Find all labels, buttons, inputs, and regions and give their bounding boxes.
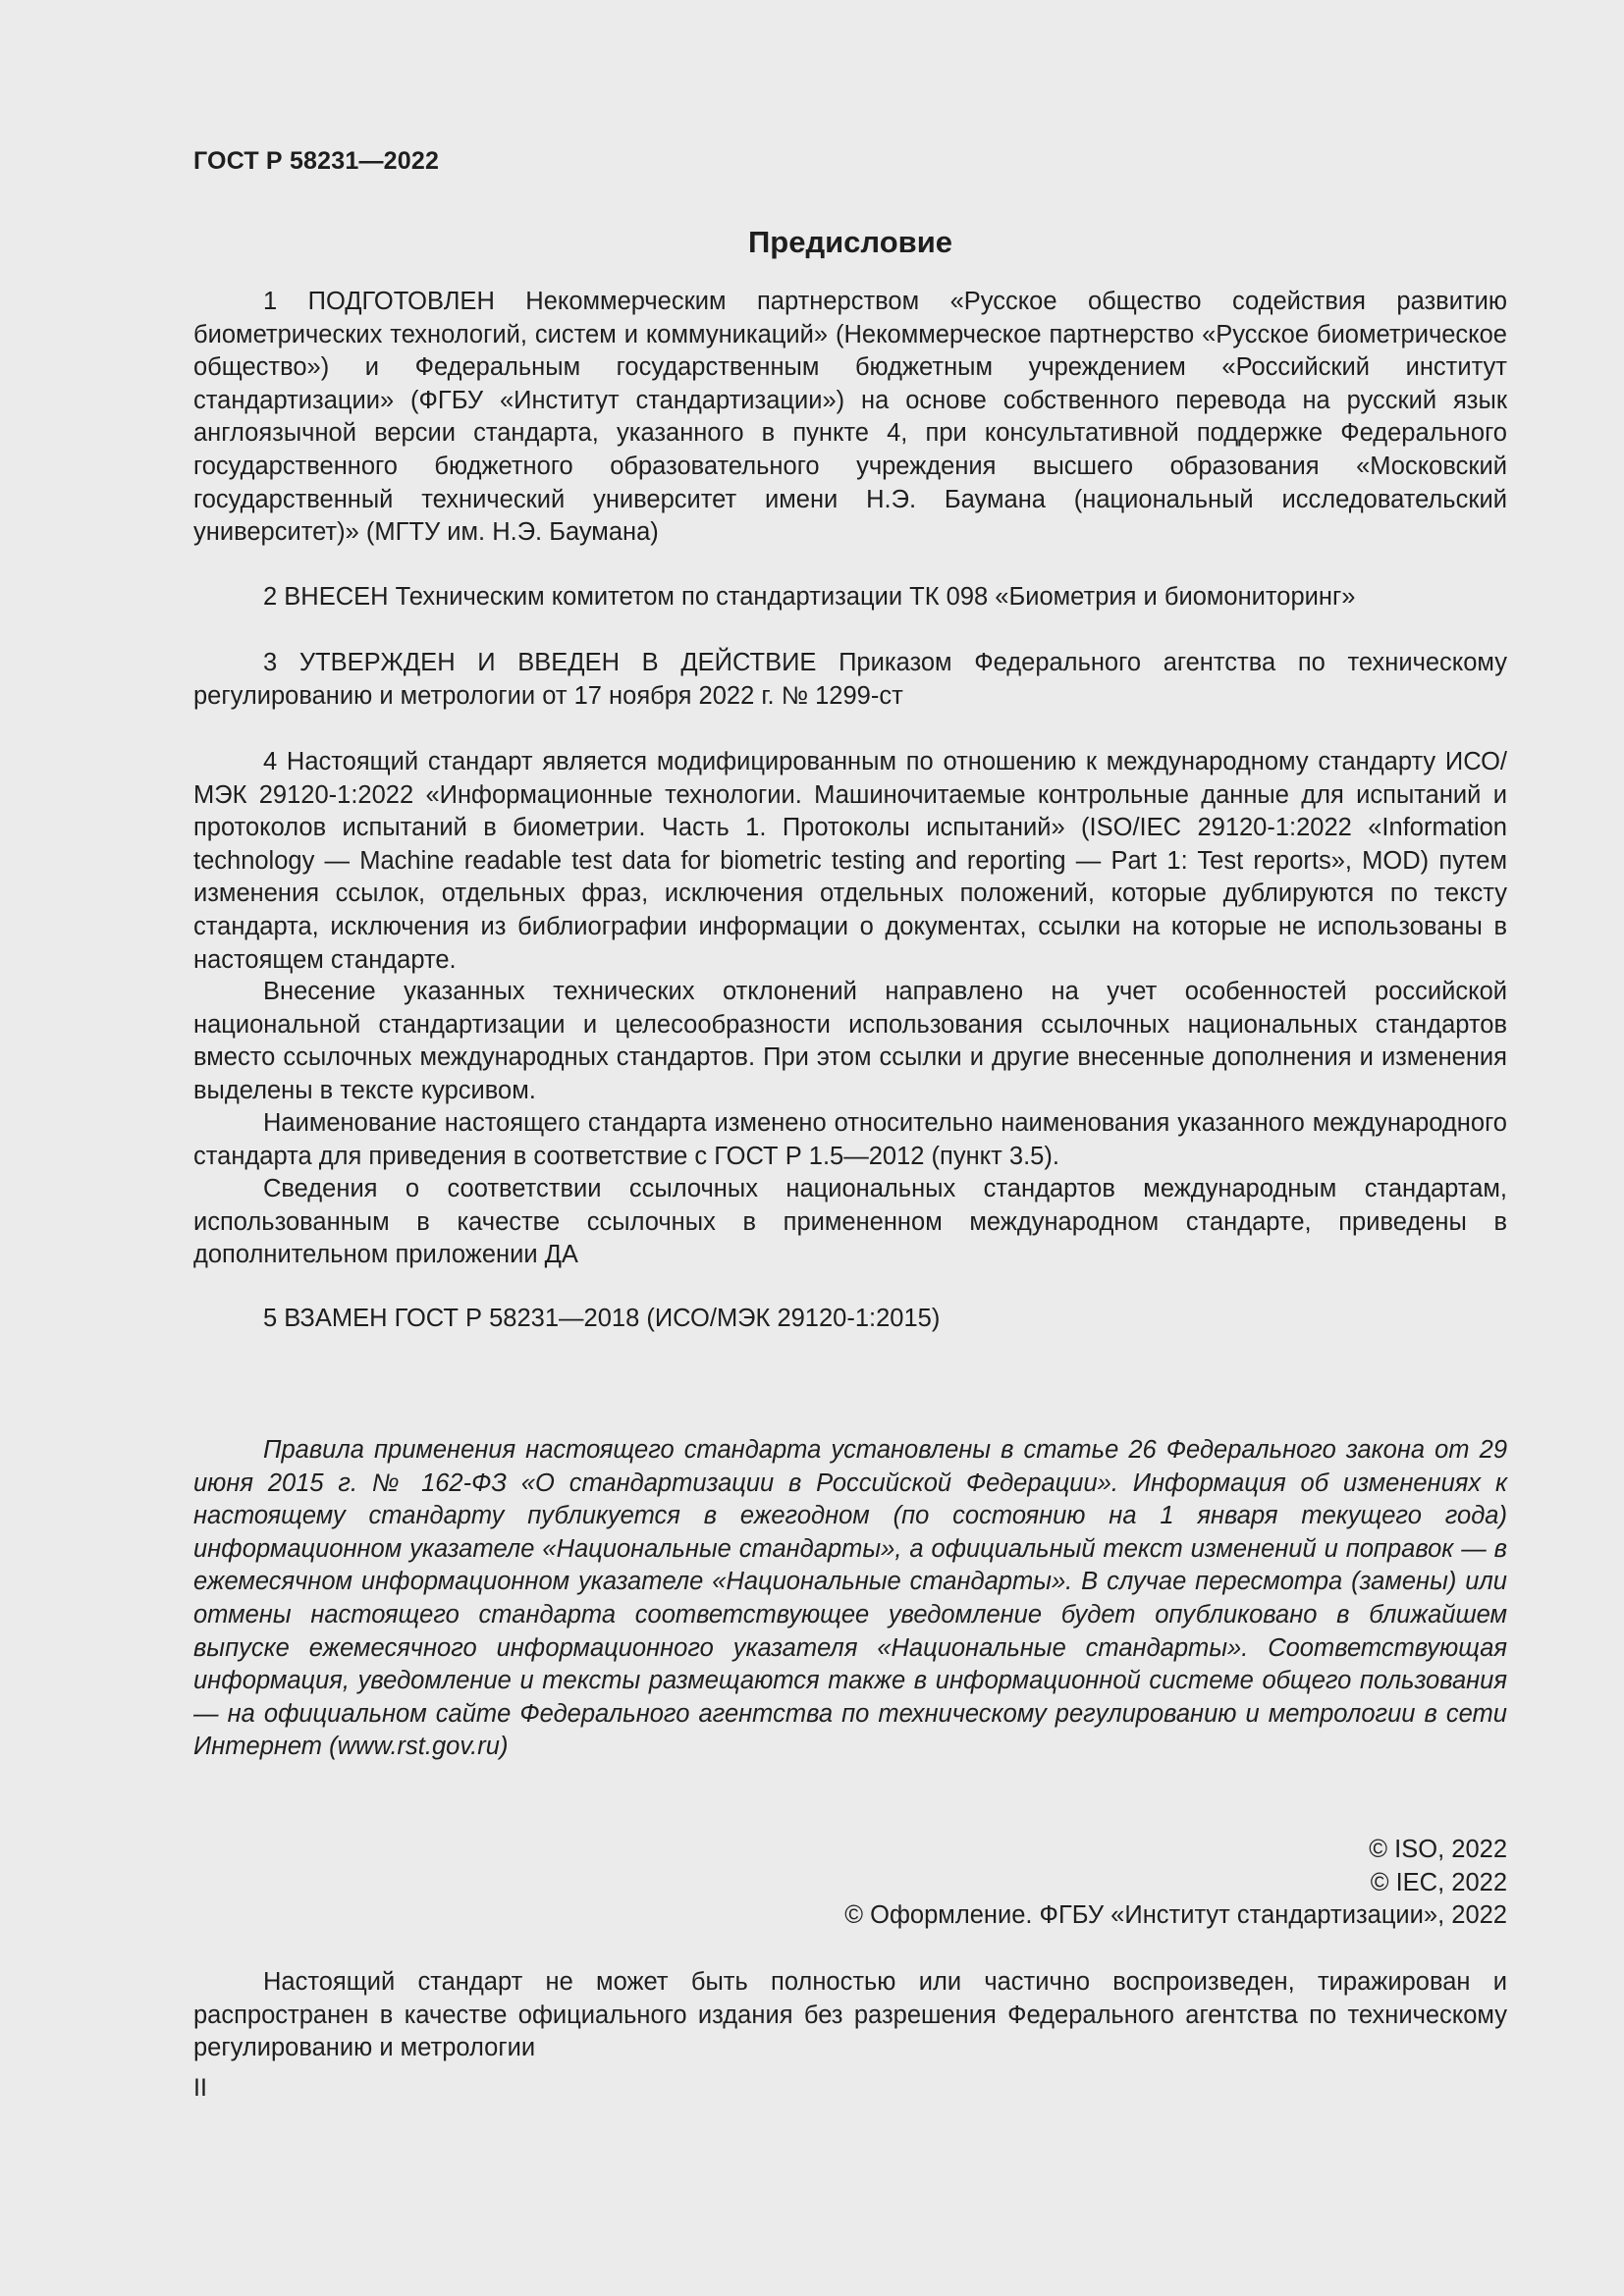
copyright-block	[193, 1834, 1507, 1933]
paragraph-reference-info: Сведения о соответствии ссылочных национальных стандартов международным стандартам, использованным в качестве ссылочных в примененном международном стандарте, приведены в дополнительном приложении ДА	[193, 1175, 1507, 1269]
section-title: Предисловие	[747, 225, 952, 259]
paragraph-name-change: Наименование настоящего стандарта изменено относительно наименования указанного международного стандарта для приведения в соответствие с ГОСТ Р 1.5—2012 (пункт 3.5).	[193, 1109, 1507, 1170]
paragraph-approved: 3 УТВЕРЖДЕН И ВВЕДЕН В ДЕЙСТВИЕ Приказом Федерального агентства по техническому регулированию и метрологии от 17 ноября 2022 г. № 1299-ст	[193, 649, 1507, 710]
paragraph-prepared-by: 1 ПОДГОТОВЛЕН Некоммерческим партнерством «Русское общество содействия развитию биометрических технологий, систем и коммуникаций» (Некоммерческое партнерство «Русское биометрическое общество») и Федеральным государственным бюджетным учреждением «Российский институт стандартизации» (ФГБУ «Институт стандартизации») на основе собственного перевода на русский язык англоязычной версии стандарта, указанного в пункте 4, при консультативной поддержке Федерального государственного бюджетного образовательного учреждения высшего образования «Московский государственный технический университет имени Н.Э. Баумана (национальный исследовательский университет)» (МГТУ им. Н.Э. Баумана)	[193, 288, 1507, 547]
copyright-design: © Оформление. ФГБУ «Институт стандартизации», 2022	[844, 1901, 1507, 1929]
copyright-iso: © ISO, 2022	[1369, 1836, 1507, 1863]
paragraph-technical-deviations: Внесение указанных технических отклонений направлено на учет особенностей российской национальной стандартизации и целесообразности использования ссылочных национальных стандартов вместо ссылочных международных стандартов. При этом ссылки и другие внесенные дополнения и изменения выделены в тексте курсивом.	[193, 978, 1507, 1104]
copyright-iec: © IEC, 2022	[1370, 1868, 1507, 1896]
paragraph-reproduction-notice: Настоящий стандарт не может быть полностью или частично воспроизведен, тиражирован и распространен в качестве официального издания без разрешения Федерального агентства по техническому регулированию и метрологии	[193, 1968, 1507, 2062]
paragraph-introduced-by: 2 ВНЕСЕН Техническим комитетом по стандартизации ТК 098 «Биометрия и биомониторинг»	[263, 583, 1356, 611]
paragraph-modified-standard: 4 Настоящий стандарт является модифицированным по отношению к международному стандарту ИСО/МЭК 29120-1:2022 «Информационные технологии. Машиночитаемые контрольные данные для испытаний и протоколов испытаний в биометрии. Часть 1. Протоколы испытаний» (ISO/IEC 29120-1:2022 «Information technology — Machine readable test data for biometric testing and reporting — Part 1: Test reports», MOD) путем изменения ссылок, отдельных фраз, исключения отдельных положений, которые дублируются по тексту стандарта, исключения из библиографии информации о документах, ссылки на которые не использованы в настоящем стандарте.	[193, 748, 1507, 974]
paragraph-application-rules: Правила применения настоящего стандарта установлены в статье 26 Федерального закона от 29 июня 2015 г. № 162-ФЗ «О стандартизации в Российской Федерации». Информация об изменениях к настоящему стандарту публикуется в ежегодном (по состоянию на 1 января текущего года) информационном указателе «Национальные стандарты», а официальный текст изменений и поправок — в ежемесячном информационном указателе «Национальные стандарты». В случае пересмотра (замены) или отмены настоящего стандарта соответствующее уведомление будет опубликовано в ближайшем выпуске ежемесячного информационного указателя «Национальные стандарты». Соответствующая информация, уведомление и тексты размещаются также в информационной системе общего пользования — на официальном сайте Федерального агентства по техническому регулированию и метрологии в сети Интернет (www.rst.gov.ru)	[193, 1436, 1507, 1761]
page-number: II	[193, 2074, 207, 2102]
document-code: ГОСТ Р 58231—2022	[193, 147, 440, 175]
paragraph-replaces: 5 ВЗАМЕН ГОСТ Р 58231—2018 (ИСО/МЭК 29120-1:2015)	[263, 1305, 941, 1332]
